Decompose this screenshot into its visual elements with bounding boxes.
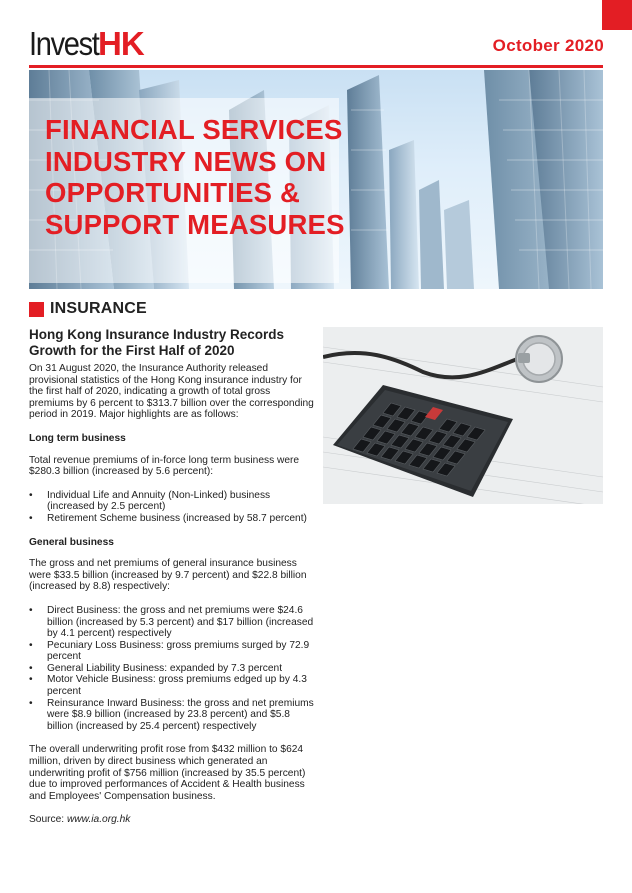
hero-title-line: FINANCIAL SERVICES <box>45 114 343 145</box>
list-item: • Direct Business: the gross and net premiums were $24.6 billion (increased by 5.3 percent) and $17 billion (increased by 4.1 percent) respectively <box>29 605 314 640</box>
hero-banner <box>29 70 603 289</box>
long-term-list <box>29 490 314 525</box>
list-item: • Motor Vehicle Business: gross premiums edged up by 4.3 percent <box>29 674 314 697</box>
general-list <box>29 605 314 733</box>
article-closing: The overall underwriting profit rose from $432 million to $624 million, driven by direct business which generated an underwriting profit of $756 million (increased by 35.5 percent) due to improved performances of Accident & Health business and Employees' Compensation business. <box>29 744 306 802</box>
list-item: • Reinsurance Inward Business: the gross and net premiums were $8.9 billion (increased by 23.8 percent) and $5.8 billion (increased by 25.4 percent) respectively <box>29 698 314 733</box>
long-term-text: Total revenue premiums of in-force long term business were $280.3 billion (increased by 5.6 percent): <box>29 454 300 478</box>
investhk-logo <box>29 22 144 62</box>
calculator-icon <box>323 327 603 504</box>
logo-invest-text: Invest <box>29 25 99 62</box>
article-title: Hong Kong Insurance Industry Records Growth for the First Half of 2020 <box>29 327 285 358</box>
hero-title <box>45 114 375 240</box>
list-item: • Pecuniary Loss Business: gross premiums surged by 72.9 percent <box>29 640 314 663</box>
article-intro: On 31 August 2020, the Insurance Authority released provisional statistics of the Hong Kong insurance industry for the first half of 2020, indicating a growth of total gross premiums by 6 percent to $313.7 billion over the corresponding period in 2019. Major highlights are as follows: <box>29 363 314 421</box>
issue-date: October 2020 <box>492 36 604 55</box>
source-line <box>29 814 314 826</box>
logo-hk-text: HK <box>98 25 144 62</box>
article-body <box>29 363 314 838</box>
hero-title-line: OPPORTUNITIES & <box>45 177 301 208</box>
source-link[interactable]: www.ia.org.hk <box>66 814 131 826</box>
header-divider <box>29 65 603 68</box>
hero-title-line: INDUSTRY NEWS ON <box>45 145 327 177</box>
long-term-heading: Long term business <box>29 432 126 444</box>
general-heading: General business <box>29 536 114 548</box>
corner-accent-block <box>602 0 632 30</box>
calculator-stethoscope-photo <box>323 327 603 504</box>
list-item: • Retirement Scheme business (increased by 58.7 percent) <box>29 513 314 525</box>
source-label: Source: <box>29 814 65 826</box>
section-marker-square <box>29 302 44 317</box>
section-heading <box>29 300 147 318</box>
hero-title-line: SUPPORT MEASURES <box>45 208 345 240</box>
list-item: • Individual Life and Annuity (Non-Linked) business (increased by 2.5 percent) <box>29 490 314 513</box>
list-item: • General Liability Business: expanded by 7.3 percent <box>29 663 314 675</box>
section-label: INSURANCE <box>50 300 147 317</box>
general-text: The gross and net premiums of general insurance business were $33.5 billion (increased by 9.7 percent) and $22.8 billion (increased by 8.8) respectively: <box>29 558 307 593</box>
